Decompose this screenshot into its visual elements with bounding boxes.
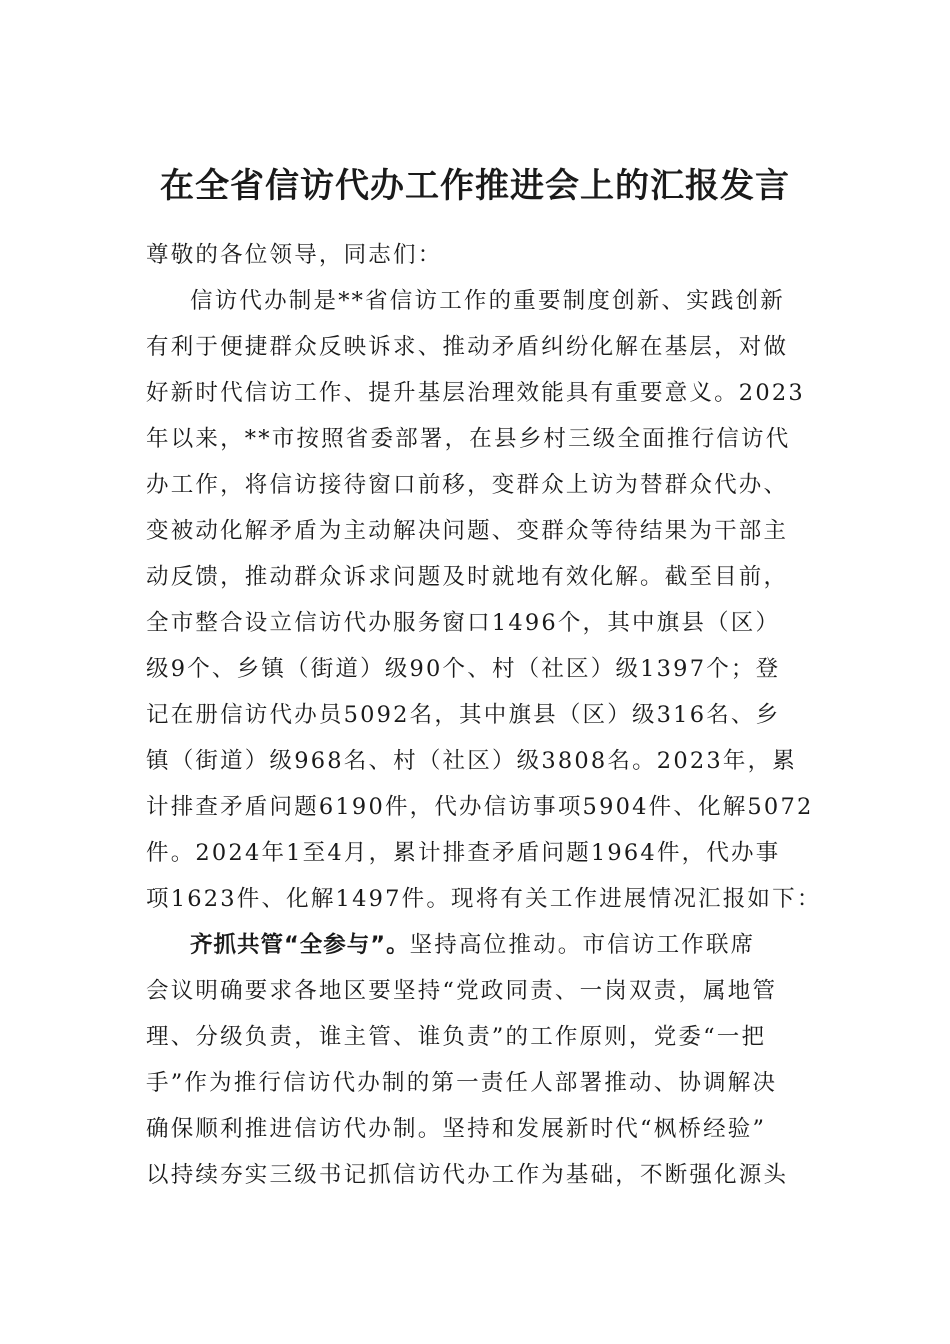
paragraph-line: 手”作为推行信访代办制的第一责任人部署推动、协调解决 xyxy=(146,1070,778,1096)
paragraph-line: 理、分级负责，谁主管、谁负责”的工作原则，党委“一把 xyxy=(146,1024,767,1050)
paragraph-line: 以持续夯实三级书记抓信访代办工作为基础，不断强化源头 xyxy=(146,1162,789,1188)
paragraph-line: 项1623件、化解1497件。现将有关工作进展情况汇报如下： xyxy=(146,886,822,912)
section-heading: 齐抓共管“全参与”。 xyxy=(190,932,410,958)
paragraph-line: 变被动化解矛盾为主动解决问题、变群众等待结果为干部主 xyxy=(146,518,789,544)
salutation: 尊敬的各位领导，同志们： xyxy=(146,242,443,268)
paragraph-line: 好新时代信访工作、提升基层治理效能具有重要意义。2023 xyxy=(146,380,805,406)
document-title: 在全省信访代办工作推进会上的汇报发言 xyxy=(160,166,790,206)
paragraph-line: 动反馈，推动群众诉求问题及时就地有效化解。截至目前， xyxy=(146,564,789,590)
paragraph-line: 件。2024年1至4月，累计排查矛盾问题1964件，代办事 xyxy=(146,840,781,866)
paragraph-line: 年以来，**市按照省委部署，在县乡村三级全面推行信访代 xyxy=(146,426,791,452)
paragraph-line: 确保顺利推进信访代办制。坚持和发展新时代“枫桥经验” xyxy=(146,1116,767,1142)
paragraph-line: 会议明确要求各地区要坚持“党政同责、一岗双责，属地管 xyxy=(146,978,778,1004)
paragraph-line: 记在册信访代办员5092名，其中旗县（区）级316名、乡 xyxy=(146,702,781,728)
paragraph-line: 全市整合设立信访代办服务窗口1496个，其中旗县（区） xyxy=(146,610,781,636)
paragraph-line: 信访代办制是**省信访工作的重要制度创新、实践创新 xyxy=(190,288,786,314)
paragraph-line xyxy=(146,922,806,968)
paragraph-line: 镇（街道）级968名、村（社区）级3808名。2023年，累 xyxy=(146,748,797,774)
paragraph-line: 办工作，将信访接待窗口前移，变群众上访为替群众代办、 xyxy=(146,472,789,498)
section-text: 坚持高位推动。市信访工作联席 xyxy=(409,932,756,958)
document-body xyxy=(146,232,822,1198)
paragraph-line: 级9个、乡镇（街道）级90个、村（社区）级1397个；登 xyxy=(146,656,781,682)
paragraph-line: 有利于便捷群众反映诉求、推动矛盾纠纷化解在基层，对做 xyxy=(146,334,789,360)
paragraph-line: 计排查矛盾问题6190件，代办信访事项5904件、化解5072 xyxy=(146,794,814,820)
